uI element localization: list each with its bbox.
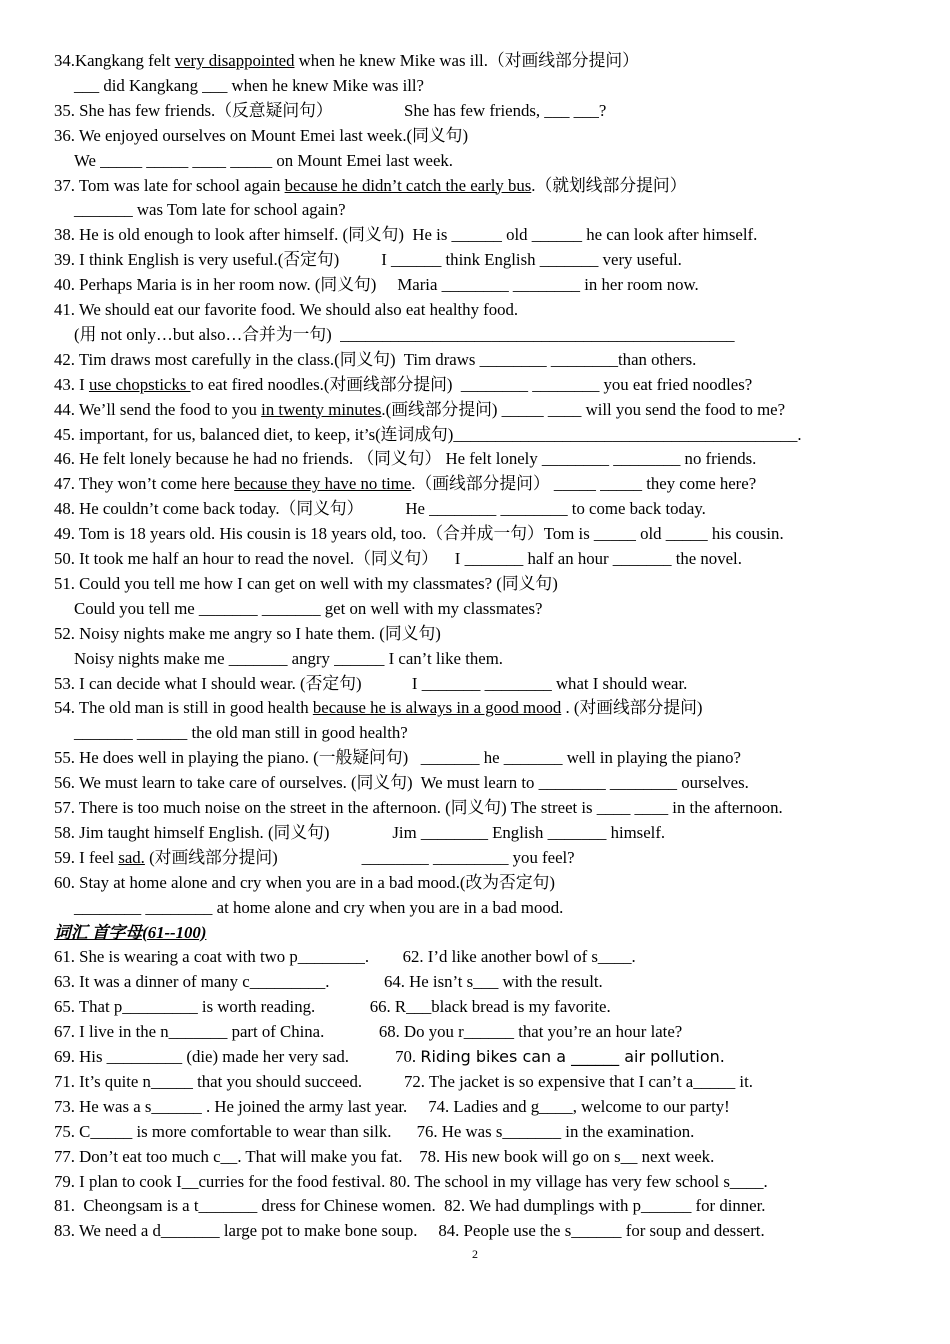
line-text: 48. He couldn’t come back today.（同义句） He ________ ________ to come back today.	[54, 499, 706, 519]
line-text: Riding bikes can a ______ air pollution.	[420, 1047, 725, 1066]
underlined-phrase: in twenty minutes	[261, 399, 382, 419]
question-line	[54, 397, 904, 422]
line-text: 39. I think English is very useful.(否定句) I ______ think English _______ very useful.	[54, 250, 682, 270]
line-text: 75. C_____ is more comfortable to wear than silk. 76. He was s_______ in the examination.	[54, 1121, 695, 1141]
line-text: 56. We must learn to take care of ourselves. (同义句) We must learn to ________ ________ ourselves.	[54, 773, 749, 793]
question-line	[54, 571, 904, 596]
line-text: (用 not only…but also…合并为一句) _______________________________________________	[74, 324, 735, 344]
line-text: 47. They won’t come here	[54, 474, 235, 494]
line-text: 65. That p_________ is worth reading. 66. R___black bread is my favorite.	[54, 997, 611, 1017]
line-text: 53. I can decide what I should wear. (否定句) I _______ ________ what I should wear.	[54, 673, 688, 693]
line-text: 41. We should eat our favorite food. We should also eat healthy food.	[54, 300, 519, 319]
line-text: . (对画线部分提问)	[561, 698, 703, 718]
page-number: 2	[472, 1247, 478, 1261]
line-text: 54. The old man is still in good health	[54, 698, 313, 718]
question-line	[54, 446, 904, 471]
question-line	[54, 1119, 904, 1144]
question-line	[54, 770, 904, 795]
line-text: ___ did Kangkang ___ when he knew Mike was ill?	[74, 75, 425, 95]
line-text: 38. He is old enough to look after himself. (同义句) He is ______ old ______ he can look after himself.	[54, 225, 758, 245]
line-text: 73. He was a s______ . He joined the army last year. 74. Ladies and g____, welcome to our party!	[54, 1096, 730, 1116]
underlined-phrase: because he is always in a good mood	[312, 698, 562, 718]
question-line	[54, 745, 904, 770]
line-text: 49. Tom is 18 years old. His cousin is 18 years old, too.（合并成一句）Tom is _____ old _____ his cousin.	[54, 524, 784, 544]
question-line	[74, 720, 924, 745]
line-text: to eat fired noodles.(对画线部分提问) ________ ________ you eat fried noodles?	[190, 374, 753, 394]
line-text: .（画线部分提问） _____ _____ they come here?	[411, 474, 757, 494]
question-line	[54, 1069, 904, 1094]
question-line	[54, 222, 904, 247]
question-line	[54, 1169, 904, 1194]
question-line	[54, 496, 904, 521]
question-line	[74, 197, 924, 222]
question-line	[54, 471, 904, 496]
question-line	[54, 521, 904, 546]
line-text: 44. We’ll send the food to you	[54, 399, 262, 419]
line-text: 36. We enjoyed ourselves on Mount Emei last week.(同义句)	[54, 125, 469, 145]
question-line	[54, 621, 904, 646]
line-text: 60. Stay at home alone and cry when you are in a bad mood.(改为否定句)	[54, 872, 555, 892]
underlined-phrase: because they have no time	[234, 474, 412, 494]
line-text: 52. Noisy nights make me angry so I hate them. (同义句)	[54, 623, 441, 643]
line-text: 57. There is too much noise on the street in the afternoon. (同义句) The street is ____ ____ in the afternoon.	[54, 798, 783, 817]
line-text: _______ was Tom late for school again?	[74, 200, 346, 220]
question-line	[54, 944, 904, 969]
question-line	[74, 322, 924, 347]
section-heading-text: 词汇 首字母(61--100)	[54, 922, 207, 942]
question-line	[54, 347, 904, 372]
line-text: 40. Perhaps Maria is in her room now. (同义句) Maria ________ ________ in her room now.	[54, 275, 699, 295]
question-line	[54, 820, 904, 845]
line-text: 77. Don’t eat too much c__. That will make you fat. 78. His new book will go on s__ next week.	[54, 1146, 715, 1166]
question-line	[54, 422, 904, 447]
line-text: when he knew Mike was ill.（对画线部分提问）	[294, 51, 639, 70]
line-text: 79. I plan to cook I__curries for the food festival. 80. The school in my village has very few school s____.	[54, 1171, 768, 1191]
line-text: ________ ________ at home alone and cry when you are in a bad mood.	[74, 897, 564, 917]
question-line	[54, 1044, 904, 1069]
question-line	[54, 795, 904, 820]
underlined-phrase: because he didn’t catch the early bus	[284, 175, 532, 195]
question-line	[54, 1193, 904, 1218]
line-text: (对画线部分提问) ________ _________ you feel?	[144, 847, 575, 867]
question-line	[74, 148, 924, 173]
line-text: 67. I live in the n_______ part of China. 68. Do you r______ that you’re an hour late?	[54, 1022, 683, 1042]
question-line	[54, 845, 904, 870]
line-text: 37. Tom was late for school again	[54, 175, 285, 195]
question-line	[54, 695, 904, 720]
line-text: 61. She is wearing a coat with two p________. 62. I’d like another bowl of s____.	[54, 947, 636, 967]
question-line	[54, 546, 904, 571]
line-text: 50. It took me half an hour to read the novel.（同义句） I _______ half an hour _______ the novel.	[54, 549, 742, 568]
question-line	[54, 372, 904, 397]
line-text: 58. Jim taught himself English. (同义句) Jim ________ English _______ himself.	[54, 822, 666, 842]
question-line	[54, 48, 904, 73]
line-text: Noisy nights make me _______ angry ______ I can’t like them.	[74, 648, 503, 668]
line-text: 42. Tim draws most carefully in the class.(同义句) Tim draws ________ ________than others.	[54, 349, 697, 369]
question-line	[54, 1218, 904, 1243]
line-text: 59. I feel	[54, 847, 119, 867]
question-line	[74, 646, 924, 671]
line-text: 69. His _________ (die) made her very sad. 70.	[54, 1047, 421, 1066]
line-text: Could you tell me _______ _______ get on well with my classmates?	[74, 598, 543, 618]
line-text: .(画线部分提问) _____ ____ will you send the food to me?	[381, 399, 786, 419]
question-line	[54, 173, 904, 198]
line-text: 35. She has few friends.（反意疑问句） She has few friends, ___ ___?	[54, 100, 607, 120]
question-line	[54, 1094, 904, 1119]
underlined-phrase: very disappointed	[174, 51, 295, 70]
question-line	[54, 123, 904, 148]
question-line	[54, 297, 904, 322]
line-text: 51. Could you tell me how I can get on well with my classmates? (同义句)	[54, 573, 558, 593]
question-line	[54, 994, 904, 1019]
question-line	[54, 1019, 904, 1044]
underlined-phrase: use chopsticks	[88, 374, 191, 394]
line-text: 83. We need a d_______ large pot to make bone soup. 84. People use the s______ for soup and dessert.	[54, 1221, 765, 1241]
question-line	[54, 870, 904, 895]
question-line	[54, 247, 904, 272]
section-heading	[54, 920, 904, 945]
question-line	[54, 969, 904, 994]
question-line	[54, 1144, 904, 1169]
line-text: 81. Cheongsam is a t_______ dress for Chinese women. 82. We had dumplings with p______ for dinner.	[54, 1196, 766, 1216]
line-text: 63. It was a dinner of many c_________. 64. He isn’t s___ with the result.	[54, 972, 603, 992]
line-text: 71. It’s quite n_____ that you should succeed. 72. The jacket is so expensive that I can’t a_____ it.	[54, 1071, 753, 1091]
question-line	[54, 272, 904, 297]
question-line	[74, 596, 924, 621]
question-line	[54, 98, 904, 123]
line-text: 55. He does well in playing the piano. (一般疑问句) _______ he _______ well in playing the piano?	[54, 748, 741, 768]
line-text: We _____ _____ ____ _____ on Mount Emei last week.	[74, 150, 453, 170]
question-line	[54, 671, 904, 696]
question-line	[74, 73, 924, 98]
line-text: .（就划线部分提问）	[531, 175, 687, 195]
line-text: 43. I	[54, 374, 89, 394]
line-text: _______ ______ the old man still in good health?	[74, 723, 408, 743]
line-text: 45. important, for us, balanced diet, to keep, it’s(连词成句)_________________________________________.	[54, 424, 802, 444]
line-text: 46. He felt lonely because he had no friends. （同义句） He felt lonely ________ ________ no friends.	[54, 449, 757, 469]
question-line	[74, 895, 924, 920]
line-text: 34.Kangkang felt	[54, 51, 175, 70]
underlined-phrase: sad.	[118, 847, 145, 867]
